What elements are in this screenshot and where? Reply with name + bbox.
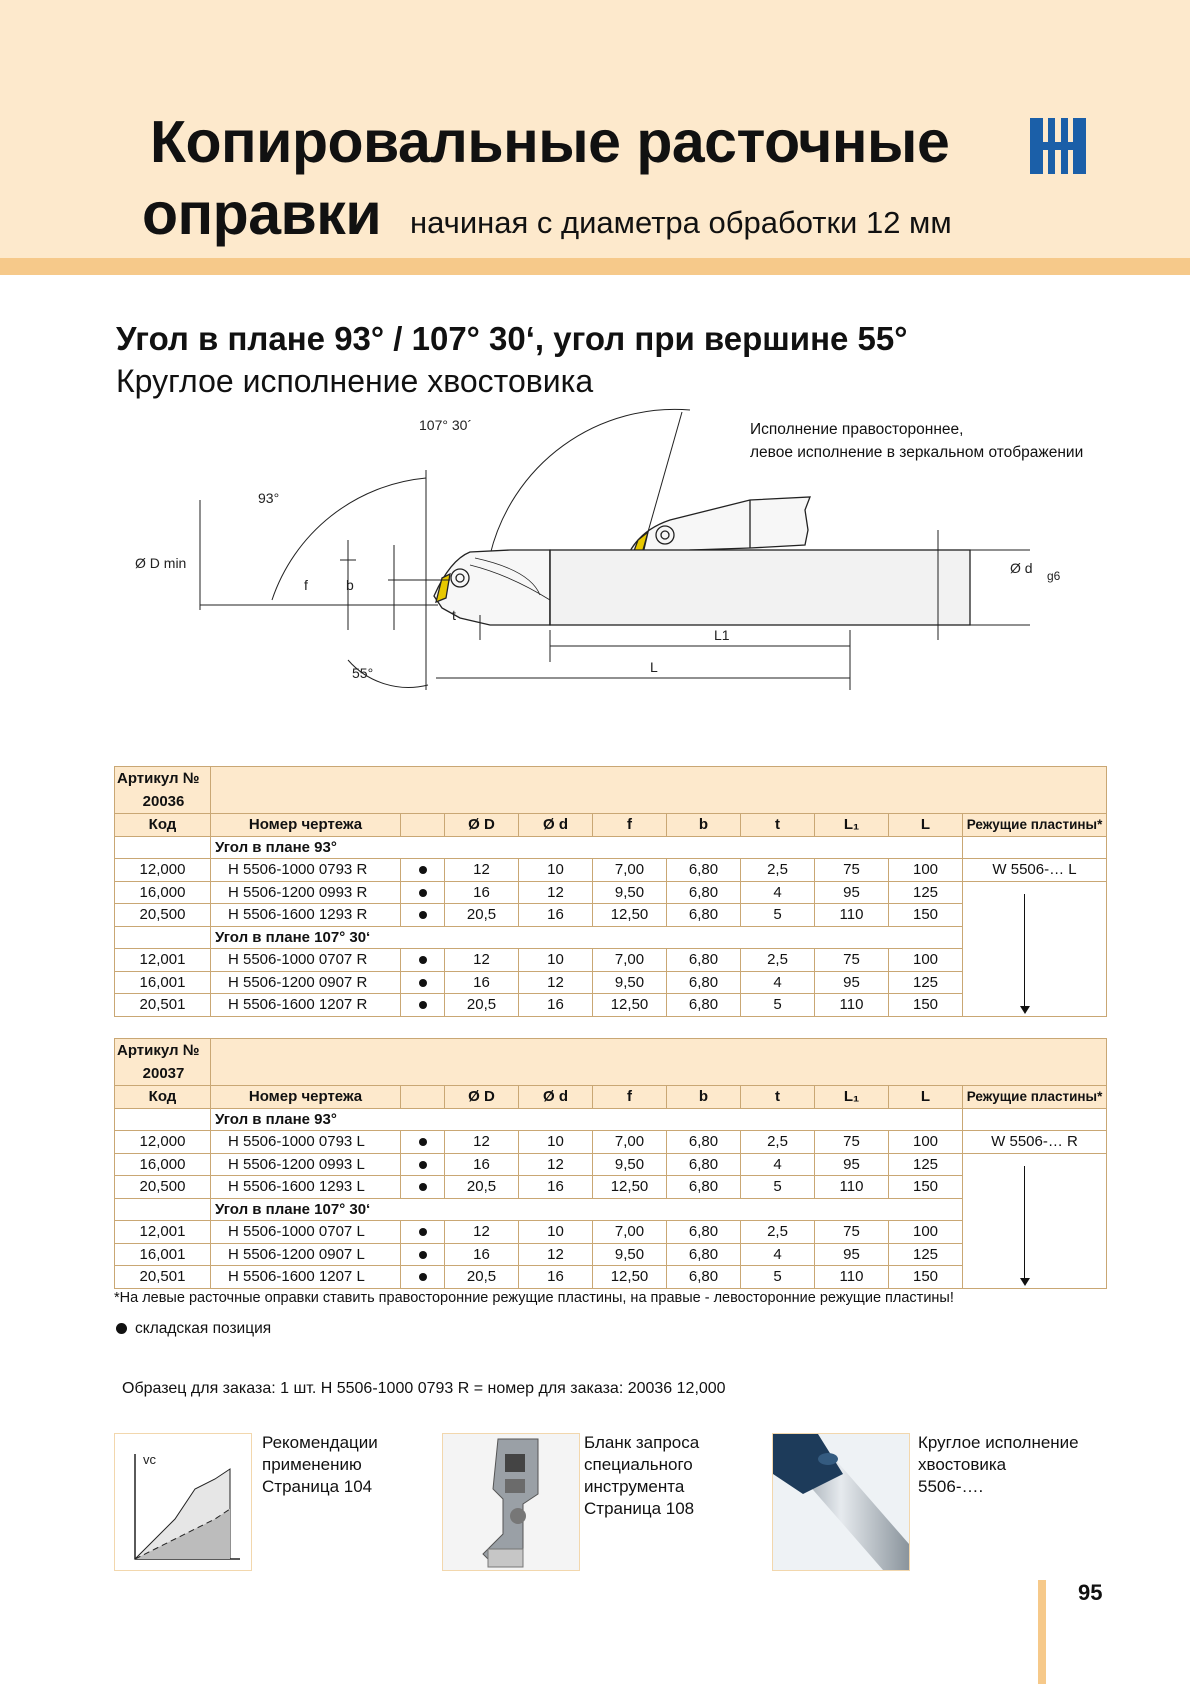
- cell-code: 20,500: [115, 904, 211, 927]
- cell-L1: 95: [815, 971, 889, 994]
- cell-t: 5: [741, 1266, 815, 1289]
- cell-insert: W 5506-… L: [963, 859, 1107, 882]
- cell-code: 12,000: [115, 859, 211, 882]
- cell-L: 150: [889, 904, 963, 927]
- cell-drawing: H 5506-1000 0707 R: [211, 949, 401, 972]
- stock-legend: [116, 1320, 271, 1338]
- cell-D: 20,5: [445, 1266, 519, 1289]
- cell-L1: 95: [815, 881, 889, 904]
- cell-b: 6,80: [667, 904, 741, 927]
- cell-L: 150: [889, 1176, 963, 1199]
- group-label: Угол в плане 93°: [211, 1108, 963, 1131]
- article-number: 20036: [142, 793, 185, 810]
- link-line: Круглое исполнение: [918, 1433, 1079, 1452]
- cell-t: 4: [741, 1153, 815, 1176]
- cell-f: 9,50: [593, 881, 667, 904]
- col-stock: [401, 1086, 445, 1109]
- stock-icon: [419, 1273, 427, 1281]
- cell-code: 20,500: [115, 1176, 211, 1199]
- cell-drawing: H 5506-1200 0993 L: [211, 1153, 401, 1176]
- col-L: L: [889, 1086, 963, 1109]
- page-title-line1: Копировальные расточные: [150, 109, 950, 175]
- cell-D: 20,5: [445, 1176, 519, 1199]
- chart-axis-label: vc: [143, 1452, 156, 1467]
- chart-icon[interactable]: [114, 1433, 252, 1571]
- cell-D: 16: [445, 1243, 519, 1266]
- table-row: [115, 1176, 1107, 1199]
- cell-f: 7,00: [593, 1131, 667, 1154]
- cell-L1: 75: [815, 949, 889, 972]
- cell-b: 6,80: [667, 1243, 741, 1266]
- col-f: f: [593, 814, 667, 837]
- cell-D: 16: [445, 971, 519, 994]
- group-row: [115, 836, 1107, 859]
- spec-table-20036: [114, 766, 1107, 1017]
- group-label: Угол в плане 107° 30‘: [211, 1198, 963, 1221]
- col-D: Ø D: [445, 1086, 519, 1109]
- arrow-down-icon: [1020, 1278, 1030, 1286]
- spec-table-20037: [114, 1038, 1107, 1289]
- cell-t: 5: [741, 994, 815, 1017]
- col-inserts: Режущие пластины*: [963, 1086, 1107, 1109]
- label-L1: L1: [714, 627, 730, 643]
- stock-dot: [401, 1266, 445, 1289]
- cell-L: 100: [889, 949, 963, 972]
- cell-f: 9,50: [593, 971, 667, 994]
- label-dmin: Ø D min: [135, 555, 187, 571]
- article-header-row: [115, 1039, 1107, 1086]
- cell-d: 12: [519, 1243, 593, 1266]
- article-cell: [115, 767, 211, 814]
- link-line: Бланк запроса: [584, 1433, 700, 1452]
- col-code: Код: [115, 1086, 211, 1109]
- cell-L1: 95: [815, 1243, 889, 1266]
- cell-b: 6,80: [667, 859, 741, 882]
- col-L: L: [889, 814, 963, 837]
- table-row: [115, 1221, 1107, 1244]
- insert-arrow-line: [1024, 1166, 1025, 1278]
- col-d: Ø d: [519, 814, 593, 837]
- article-cell: [115, 1039, 211, 1086]
- page-title-line2: [142, 180, 381, 248]
- article-header-fill: [211, 767, 1107, 814]
- table-row: [115, 1243, 1107, 1266]
- col-L1: L₁: [815, 814, 889, 837]
- cell-drawing: H 5506-1600 1293 R: [211, 904, 401, 927]
- cell-code: 12,001: [115, 1221, 211, 1244]
- cell-t: 4: [741, 881, 815, 904]
- link-line: Страница 104: [262, 1477, 373, 1496]
- article-label: Артикул №: [117, 770, 200, 787]
- cell-f: 12,50: [593, 1266, 667, 1289]
- cell-code: 20,501: [115, 994, 211, 1017]
- cell-code: 12,001: [115, 949, 211, 972]
- page-bar: [1038, 1580, 1046, 1684]
- table-row: [115, 1131, 1107, 1154]
- cell-D: 16: [445, 881, 519, 904]
- cell-f: 9,50: [593, 1153, 667, 1176]
- cell-L1: 75: [815, 1221, 889, 1244]
- table-row: [115, 859, 1107, 882]
- col-d: Ø d: [519, 1086, 593, 1109]
- column-header-row: [115, 814, 1107, 837]
- cell-code: 16,001: [115, 971, 211, 994]
- stock-dot: [401, 904, 445, 927]
- cell-b: 6,80: [667, 881, 741, 904]
- page-number: 95: [1078, 1580, 1103, 1605]
- cell-d: 16: [519, 1266, 593, 1289]
- cell-drawing: H 5506-1600 1207 L: [211, 1266, 401, 1289]
- stock-icon: [419, 911, 427, 919]
- cell-D: 12: [445, 859, 519, 882]
- group-label: Угол в плане 107° 30‘: [211, 926, 963, 949]
- order-example: Образец для заказа: 1 шт. H 5506-1000 0793 R = номер для заказа: 20036 12,000: [122, 1380, 726, 1397]
- stock-icon: [116, 1323, 127, 1334]
- stock-icon: [419, 1001, 427, 1009]
- cell-d: 10: [519, 1221, 593, 1244]
- arrow-down-icon: [1020, 1006, 1030, 1014]
- link-special-request[interactable]: [584, 1432, 699, 1520]
- col-code: Код: [115, 814, 211, 837]
- stock-icon: [419, 1183, 427, 1191]
- table-row: [115, 1153, 1107, 1176]
- drawing-note: [750, 418, 1083, 464]
- stock-icon: [419, 889, 427, 897]
- table-row: [115, 881, 1107, 904]
- cell-b: 6,80: [667, 1266, 741, 1289]
- cell-code: 16,000: [115, 881, 211, 904]
- col-t: t: [741, 814, 815, 837]
- cell-L: 125: [889, 1153, 963, 1176]
- table-row: [115, 904, 1107, 927]
- label-b: b: [346, 577, 354, 593]
- cell-drawing: H 5506-1000 0707 L: [211, 1221, 401, 1244]
- link-line: специального: [584, 1455, 693, 1474]
- stock-dot: [401, 859, 445, 882]
- cell-L1: 110: [815, 1176, 889, 1199]
- col-b: b: [667, 814, 741, 837]
- label-f: f: [304, 577, 308, 593]
- cell-f: 7,00: [593, 859, 667, 882]
- cell-D: 12: [445, 1221, 519, 1244]
- col-D: Ø D: [445, 814, 519, 837]
- cell-D: 12: [445, 949, 519, 972]
- cell-d: 16: [519, 1176, 593, 1199]
- cell-f: 7,00: [593, 1221, 667, 1244]
- cell-f: 7,00: [593, 949, 667, 972]
- link-line: 5506-….: [918, 1477, 984, 1496]
- cell-b: 6,80: [667, 1176, 741, 1199]
- drawing-note-line1: Исполнение правостороннее,: [750, 421, 964, 438]
- cell-L1: 110: [815, 1266, 889, 1289]
- shank-photo-icon[interactable]: [772, 1433, 910, 1571]
- column-header-row: [115, 1086, 1107, 1109]
- main-tool-view: [434, 550, 970, 625]
- stock-icon: [419, 1161, 427, 1169]
- section-title: Угол в плане 93° / 107° 30‘, угол при вершине 55°: [116, 320, 908, 357]
- article-label: Артикул №: [117, 1042, 200, 1059]
- cell-insert: W 5506-… R: [963, 1131, 1107, 1154]
- cell-L1: 110: [815, 904, 889, 927]
- group-label: Угол в плане 93°: [211, 836, 963, 859]
- group-row: [115, 926, 1107, 949]
- stock-legend-text: складская позиция: [135, 1320, 272, 1337]
- article-header-fill: [211, 1039, 1107, 1086]
- cell-code: 16,000: [115, 1153, 211, 1176]
- stock-dot: [401, 1221, 445, 1244]
- cell-f: 12,50: [593, 994, 667, 1017]
- cell-d: 16: [519, 904, 593, 927]
- cell-D: 20,5: [445, 904, 519, 927]
- page-subtitle: начиная с диаметра обработки 12 мм: [410, 205, 952, 240]
- cell-D: 20,5: [445, 994, 519, 1017]
- cell-L: 125: [889, 881, 963, 904]
- label-d: Ø d: [1010, 560, 1033, 576]
- label-107: 107° 30´: [419, 417, 473, 433]
- cell-code: 20,501: [115, 1266, 211, 1289]
- col-drawing: Номер чертежа: [211, 814, 401, 837]
- cell-L1: 110: [815, 994, 889, 1017]
- stock-icon: [419, 1228, 427, 1236]
- article-number: 20037: [142, 1065, 185, 1082]
- tool-photo-icon[interactable]: [442, 1433, 580, 1571]
- cell-L: 125: [889, 971, 963, 994]
- cell-b: 6,80: [667, 1221, 741, 1244]
- cell-drawing: H 5506-1200 0907 R: [211, 971, 401, 994]
- cell-d: 10: [519, 949, 593, 972]
- cell-L: 100: [889, 1131, 963, 1154]
- stock-dot: [401, 1243, 445, 1266]
- cell-L: 150: [889, 1266, 963, 1289]
- cell-L1: 75: [815, 859, 889, 882]
- cell-b: 6,80: [667, 1153, 741, 1176]
- label-g6: g6: [1047, 569, 1061, 583]
- cell-f: 9,50: [593, 1243, 667, 1266]
- cell-L: 125: [889, 1243, 963, 1266]
- col-stock: [401, 814, 445, 837]
- section-subtitle: Круглое исполнение хвостовика: [116, 363, 594, 399]
- link-round-shank[interactable]: [918, 1432, 1079, 1498]
- cell-b: 6,80: [667, 994, 741, 1017]
- cell-L: 150: [889, 994, 963, 1017]
- cell-D: 12: [445, 1131, 519, 1154]
- col-b: b: [667, 1086, 741, 1109]
- cell-d: 16: [519, 994, 593, 1017]
- link-line: инструмента: [584, 1477, 685, 1496]
- cell-t: 5: [741, 1176, 815, 1199]
- cell-b: 6,80: [667, 1131, 741, 1154]
- article-header-row: [115, 767, 1107, 814]
- label-L: L: [650, 659, 658, 675]
- group-row: [115, 1108, 1107, 1131]
- cell-L1: 75: [815, 1131, 889, 1154]
- cell-D: 16: [445, 1153, 519, 1176]
- cell-drawing: H 5506-1200 0907 L: [211, 1243, 401, 1266]
- cell-L1: 95: [815, 1153, 889, 1176]
- table-row: [115, 971, 1107, 994]
- link-recommendations[interactable]: [262, 1432, 378, 1498]
- cell-t: 2,5: [741, 1221, 815, 1244]
- cell-b: 6,80: [667, 971, 741, 994]
- cell-d: 12: [519, 881, 593, 904]
- cell-t: 4: [741, 971, 815, 994]
- cell-drawing: H 5506-1600 1207 R: [211, 994, 401, 1017]
- cell-f: 12,50: [593, 1176, 667, 1199]
- cell-t: 5: [741, 904, 815, 927]
- cell-t: 2,5: [741, 859, 815, 882]
- footnote: *На левые расточные оправки ставить правосторонние режущие пластины, на правые - левосторонние режущие пластины!: [114, 1290, 954, 1306]
- stock-icon: [419, 1251, 427, 1259]
- col-f: f: [593, 1086, 667, 1109]
- table-row: [115, 949, 1107, 972]
- link-line: Рекомендации: [262, 1433, 378, 1452]
- insert-arrow-line: [1024, 894, 1025, 1006]
- cell-d: 10: [519, 859, 593, 882]
- cell-d: 12: [519, 1153, 593, 1176]
- cell-drawing: H 5506-1000 0793 L: [211, 1131, 401, 1154]
- group-row: [115, 1198, 1107, 1221]
- label-t: t: [452, 607, 456, 623]
- stock-icon: [419, 1138, 427, 1146]
- brand-logo-icon: [1030, 118, 1086, 174]
- cell-code: 12,000: [115, 1131, 211, 1154]
- stock-dot: [401, 949, 445, 972]
- stock-icon: [419, 866, 427, 874]
- col-t: t: [741, 1086, 815, 1109]
- table-row: [115, 994, 1107, 1017]
- page-title-line2-text: оправки: [142, 181, 382, 247]
- label-55: 55°: [352, 665, 374, 681]
- cell-drawing: H 5506-1000 0793 R: [211, 859, 401, 882]
- stock-dot: [401, 1131, 445, 1154]
- stock-dot: [401, 994, 445, 1017]
- stock-dot: [401, 881, 445, 904]
- cell-d: 10: [519, 1131, 593, 1154]
- stock-dot: [401, 1176, 445, 1199]
- cell-t: 2,5: [741, 949, 815, 972]
- link-line: хвостовика: [918, 1455, 1007, 1474]
- cell-d: 12: [519, 971, 593, 994]
- cell-f: 12,50: [593, 904, 667, 927]
- stock-dot: [401, 1153, 445, 1176]
- link-line: применению: [262, 1455, 362, 1474]
- col-inserts: Режущие пластины*: [963, 814, 1107, 837]
- cell-drawing: H 5506-1600 1293 L: [211, 1176, 401, 1199]
- cell-b: 6,80: [667, 949, 741, 972]
- drawing-note-line2: левое исполнение в зеркальном отображении: [750, 444, 1084, 461]
- cell-drawing: H 5506-1200 0993 R: [211, 881, 401, 904]
- cell-L: 100: [889, 859, 963, 882]
- col-drawing: Номер чертежа: [211, 1086, 401, 1109]
- stock-icon: [419, 956, 427, 964]
- cell-L: 100: [889, 1221, 963, 1244]
- table-row: [115, 1266, 1107, 1289]
- header-stripe: [0, 258, 1190, 275]
- col-L1: L₁: [815, 1086, 889, 1109]
- cell-t: 4: [741, 1243, 815, 1266]
- link-line: Страница 108: [584, 1499, 695, 1518]
- label-93: 93°: [258, 490, 280, 506]
- stock-icon: [419, 979, 427, 987]
- stock-dot: [401, 971, 445, 994]
- cell-t: 2,5: [741, 1131, 815, 1154]
- cell-code: 16,001: [115, 1243, 211, 1266]
